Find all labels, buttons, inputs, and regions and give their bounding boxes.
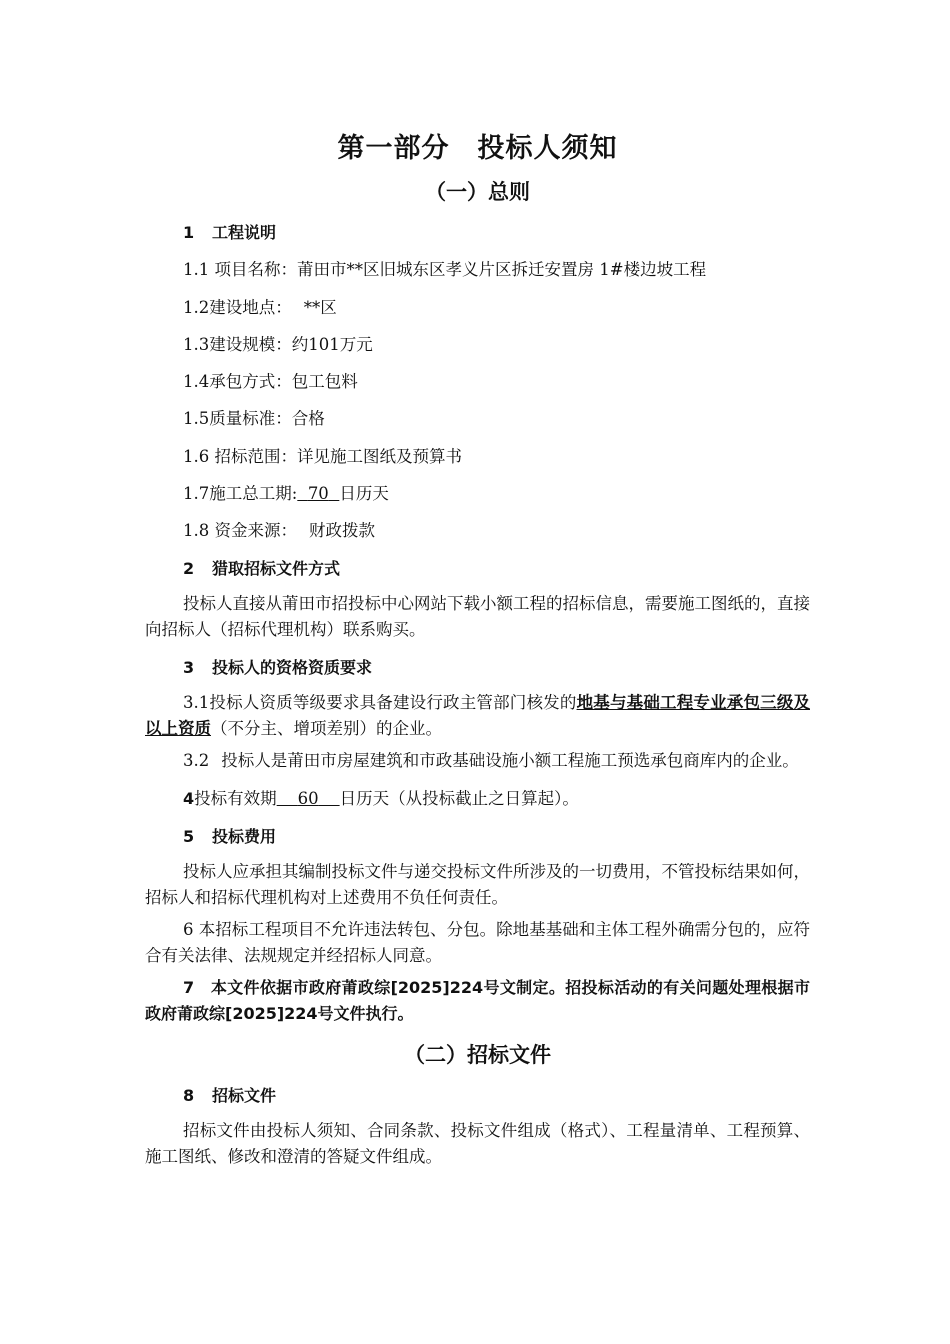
heading-3: 3 投标人的资格资质要求 [183,657,373,677]
paragraph-3-2: 3.2 投标人是莆田市房屋建筑和市政基础设施小额工程施工预选承包商库内的企业。 [183,751,799,771]
title-part: 第一部分 [337,133,450,164]
paragraph-3-1: 3.1投标人资质等级要求具备建设行政主管部门核发的地基与基础工程专业承包三级及以上资质（不分主、增项差别）的企业。 [145,693,810,739]
heading-2: 2 猎取招标文件方式 [183,558,341,578]
page-title [145,128,810,170]
item-project-name: 1.1 项目名称：莆田市**区旧城东区孝义片区拆迁安置房 1#楼边坡工程 [183,260,707,280]
paragraph-obtain-docs: 投标人直接从莆田市招投标中心网站下载小额工程的招标信息，需要施工图纸的，直接向招标人（招标代理机构）联系购买。 [145,593,810,639]
section-heading-general: （一）总则 [425,180,530,204]
section-heading-tender-docs: （二）招标文件 [404,1042,551,1067]
item-scale: 1.3建设规模：约101万元 [183,334,373,354]
paragraph-bid-cost: 投标人应承担其编制投标文件与递交投标文件所涉及的一切费用，不管投标结果如何，招标人和招标代理机构对上述费用不负任何责任。 [145,861,810,907]
item-contract-mode: 1.4承包方式：包工包料 [183,372,358,392]
period-value: 70 [307,484,329,504]
paragraph-6: 6 本招标工程项目不允许违法转包、分包。除地基基础和主体工程外确需分包的，应符合有关法律、法规规定并经招标人同意。 [145,919,810,965]
heading-4-validity: 4投标有效期 60 日历天（从投标截止之日算起）。 [183,789,579,809]
heading-8: 8 招标文件 [183,1085,277,1105]
validity-value: 60 [297,789,319,809]
heading-1: 1 工程说明 [183,223,277,242]
item-scope: 1.6 招标范围：详见施工图纸及预算书 [183,446,462,466]
paragraph-tender-docs: 招标文件由投标人须知、合同条款、投标文件组成（格式）、工程量清单、工程预算、施工图纸、修改和澄清的答疑文件组成。 [145,1121,810,1167]
item-location: 1.2建设地点： **区 [183,297,337,317]
qualification-requirement: 地基与基础工程专业承包三级及以上资质 [145,693,810,739]
paragraph-7: 7 本文件依据市政府莆政综[2025]224号文制定。招投标活动的有关问题处理根据市政府莆政综[2025]224号文件执行。 [145,977,810,1023]
document-body [145,128,810,1176]
heading-5: 5 投标费用 [183,826,277,846]
item-fund: 1.8 资金来源： 财政拨款 [183,521,375,541]
item-quality: 1.5质量标准：合格 [183,409,325,429]
title-name: 投标人须知 [477,133,618,164]
item-period: 1.7施工总工期: 70 日历天 [183,484,389,504]
